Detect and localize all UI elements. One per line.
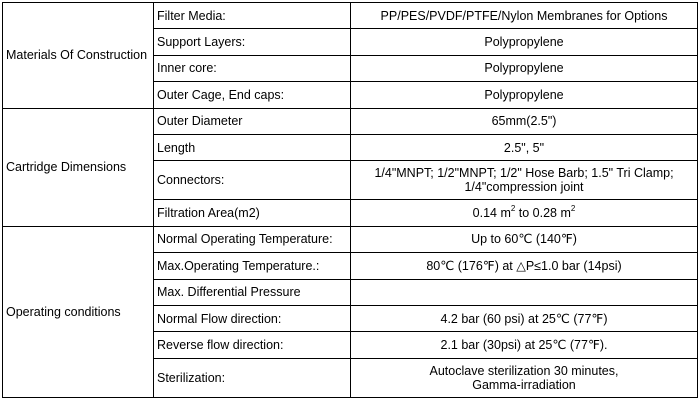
value-part: 0.14 m [472,206,511,221]
table-row [3,3,698,29]
value-line: 1/4"compression joint [464,180,584,195]
property-value: PP/PES/PVDF/PTFE/Nylon Membranes for Options [351,3,698,29]
property-label: Filter Media: [154,3,351,29]
property-label: Support Layers: [154,29,351,55]
property-label: Length [154,134,351,160]
property-label: Max. Differential Pressure [154,279,351,305]
property-value: Polypropylene [351,55,698,81]
table-row [3,108,698,134]
value-part: to 0.28 m [515,206,571,221]
specification-table [2,2,698,398]
property-value: Polypropylene [351,29,698,55]
property-label: Reverse flow direction: [154,332,351,358]
superscript: 2 [570,203,576,213]
value-line: Autoclave sterilization 30 minutes, [429,363,619,378]
table-row [3,226,698,252]
property-value: 4.2 bar (60 psi) at 25℃ (77℉) [351,305,698,331]
property-label: Normal Flow direction: [154,305,351,331]
property-label: Normal Operating Temperature: [154,226,351,252]
group-label-materials: Materials Of Construction [3,3,154,109]
property-label: Inner core: [154,55,351,81]
property-label: Outer Cage, End caps: [154,82,351,108]
property-value: Polypropylene [351,82,698,108]
property-label: Max.Operating Temperature.: [154,253,351,279]
group-label-dimensions: Cartridge Dimensions [3,108,154,226]
property-value [351,200,698,226]
group-label-operating: Operating conditions [3,226,154,397]
property-value: 2.5", 5" [351,134,698,160]
property-value [351,161,698,200]
superscript: 2 [510,203,516,213]
property-label: Outer Diameter [154,108,351,134]
property-label: Connectors: [154,161,351,200]
property-value: 80℃ (176℉) at △P≤1.0 bar (14psi) [351,253,698,279]
property-label: Sterilization: [154,358,351,397]
property-value: Up to 60℃ (140℉) [351,226,698,252]
property-value: 65mm(2.5") [351,108,698,134]
property-value [351,358,698,397]
value-line: Gamma-irradiation [472,377,576,392]
property-value: 2.1 bar (30psi) at 25℃ (77℉). [351,332,698,358]
property-label: Filtration Area(m2) [154,200,351,226]
value-line: 1/4"MNPT; 1/2"MNPT; 1/2" Hose Barb; 1.5" Tri Clamp; [374,166,674,181]
property-value [351,279,698,305]
